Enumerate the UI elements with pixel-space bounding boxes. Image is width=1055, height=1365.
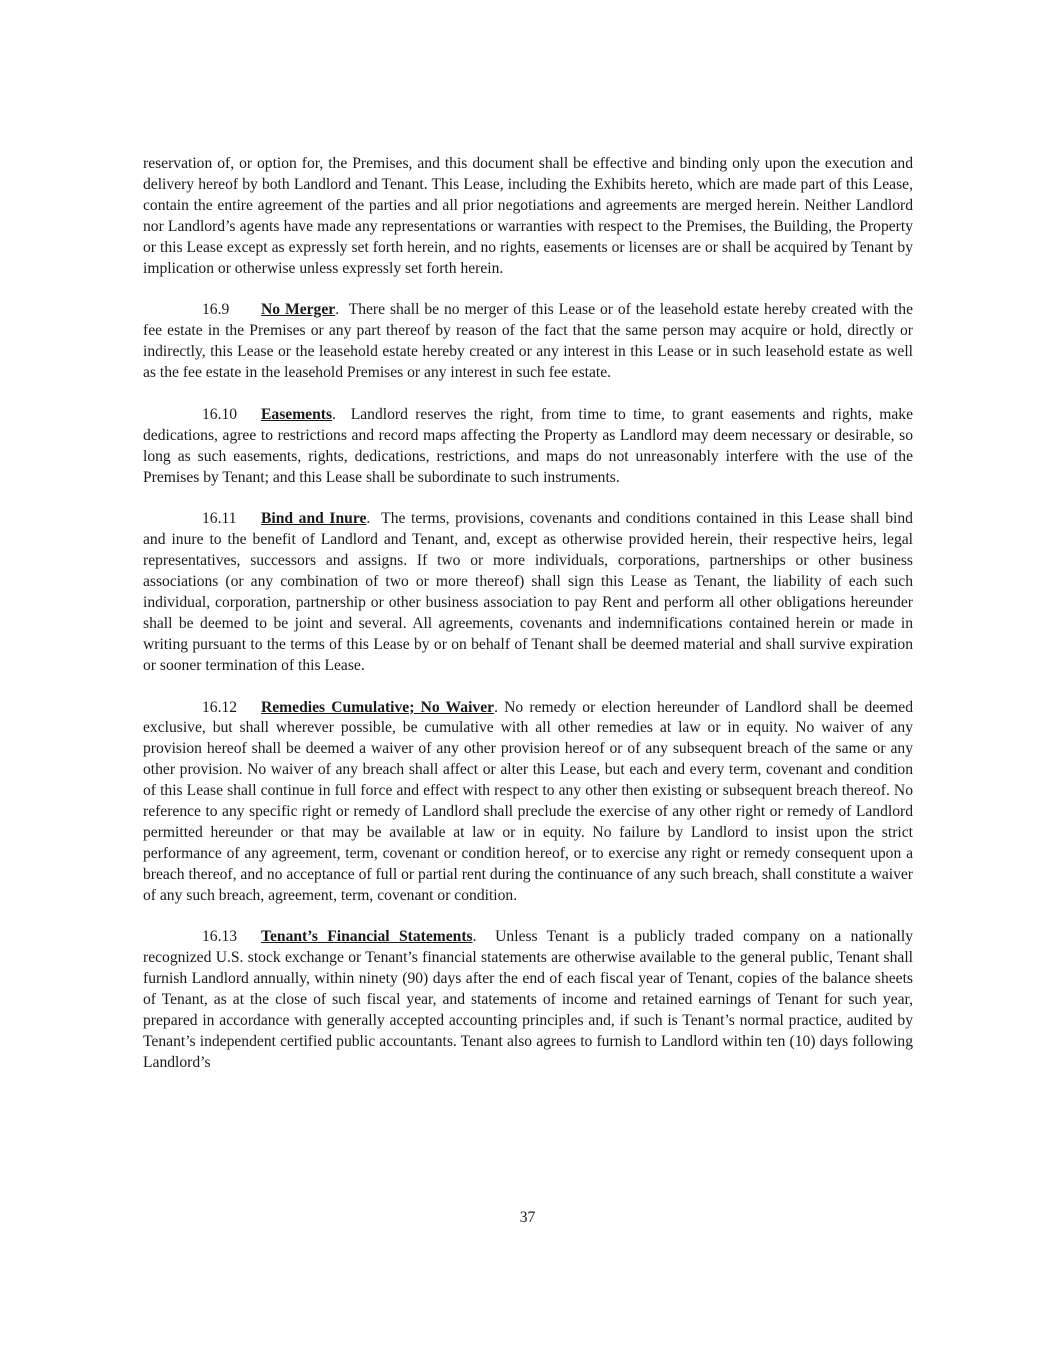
section-number: 16.10 bbox=[202, 405, 238, 423]
continuation-paragraph: reservation of, or option for, the Premises, and this document shall be effective and binding only upon the execution and delivery hereof by both Landlord and Tenant. This Lease, including the Exhibits hereto, which are made part of this Lease, contain the entire agreement of the parties and all prior negotiations and agreements are merged herein. Neither Landlord nor Landlord’s agents have made any representations or warranties with respect to the Premises, the Building, the Property or this Lease except as expressly set forth herein, and no rights, easements or licenses are or shall be acquired by Tenant by implication or otherwise unless expressly set forth herein. bbox=[143, 155, 913, 277]
section-text: No remedy or election hereunder of Landlord shall be deemed exclusive, but shall wherever possible, be cumulative with all other remedies at law or in equity. No waiver of any provision hereof shall be deemed a waiver of any other provision hereof or of any subsequent breach of the same or any other provision. No waiver of any breach shall affect or alter this Lease, but each and every term, covenant and condition of this Lease shall continue in full force and effect with respect to any other then existing or subsequent breach thereof. No reference to any specific right or remedy of Landlord shall preclude the exercise of any other right or remedy of Landlord permitted hereunder or that may be available at law or in equity. No failure by Landlord to insist upon the strict performance of any agreement, term, covenant or condition hereof, or to exercise any right or remedy consequent upon a breach thereof, and no acceptance of full or partial rent during the continuance of any such breach, shall constitute a waiver of any such breach, agreement, term, covenant or condition. bbox=[143, 698, 914, 904]
section-text: There shall be no merger of this Lease or of the leasehold estate hereby created with the fee estate in the Premises or any part thereof by reason of the fact that the same person may acquire or hold, directly or indirectly, this Lease or the leasehold estate hereby created or any interest in this Lease or in such leasehold estate as well as the fee estate in the leasehold Premises or any interest in such fee estate. bbox=[143, 301, 913, 382]
section-16-11: 16.11 Bind and Inure. The terms, provisions, covenants and conditions contained in this Lease shall bind and inure to the benefit of Landlord and Tenant, and, except as otherwise provided herein, their respective heirs, legal representatives, successors and assigns. If two or more individuals, corporations, partnerships or other business associations (or any combination of two or more thereof) shall sign this Lease as Tenant, the liability of each such individual, corporation, partnership or other business association to pay Rent and perform all other obligations hereunder shall be deemed to be joint and several. All agreements, covenants and indemnifications contained herein or made in writing pursuant to the terms of this Lease by or on behalf of Tenant shall be deemed material and shall survive expiration or sooner termination of this Lease. bbox=[143, 510, 913, 674]
section-text: Unless Tenant is a publicly traded company on a nationally recognized U.S. stock exchange or Tenant’s financial statements are otherwise available to the general public, Tenant shall furnish Landlord annually, within ninety (90) days after the end of each fiscal year of Tenant, copies of the balance sheets of Tenant, as at the close of such fiscal year, and statements of income and retained earnings of Tenant for such year, prepared in accordance with generally accepted accounting principles and, if such is Tenant’s normal practice, audited by Tenant’s independent certified public accountants. Tenant also agrees to furnish to Landlord within ten (10) days following Landlord’s bbox=[143, 928, 913, 1071]
section-text: Landlord reserves the right, from time to time, to grant easements and rights, make dedications, agree to restrictions and record maps affecting the Property as Landlord may deem necessary or desirable, so long as such easements, rights, dedications, restrictions, and maps do not unreasonably interfere with the use of the Premises by Tenant; and this Lease shall be subordinate to such instruments. bbox=[143, 405, 913, 486]
section-heading: No Merger bbox=[261, 301, 336, 319]
section-heading: Remedies Cumulative; No Waiver bbox=[261, 698, 495, 716]
section-16-9: 16.9 No Merger. There shall be no merger of this Lease or of the leasehold estate hereby created with the fee estate in the Premises or any part thereof by reason of the fact that the same person may acquire or hold, directly or indirectly, this Lease or the leasehold estate hereby created or any interest in this Lease or in such leasehold estate as well as the fee estate in the leasehold Premises or any interest in such fee estate. bbox=[143, 301, 913, 382]
section-heading: Tenant’s Financial Statements bbox=[261, 928, 473, 946]
section-heading: Easements bbox=[261, 405, 333, 423]
section-16-10: 16.10 Easements. Landlord reserves the right, from time to time, to grant easements and rights, make dedications, agree to restrictions and record maps affecting the Property as Landlord may deem necessary or desirable, so long as such easements, rights, dedications, restrictions, and maps do not unreasonably interfere with the use of the Premises by Tenant; and this Lease shall be subordinate to such instruments. bbox=[143, 405, 913, 486]
section-text: The terms, provisions, covenants and conditions contained in this Lease shall bind and inure to the benefit of Landlord and Tenant, and, except as otherwise provided herein, their respective heirs, legal representatives, successors and assigns. If two or more individuals, corporations, partnerships or other business associations (or any combination of two or more thereof) shall sign this Lease as Tenant, the liability of each such individual, corporation, partnership or other business association to pay Rent and perform all other obligations hereunder shall be deemed to be joint and several. All agreements, covenants and indemnifications contained herein or made in writing pursuant to the terms of this Lease by or on behalf of Tenant shall be deemed material and shall survive expiration or sooner termination of this Lease. bbox=[143, 510, 913, 674]
section-number: 16.9 bbox=[202, 301, 230, 319]
section-16-13: 16.13 Tenant’s Financial Statements. Unless Tenant is a publicly traded company on a nationally recognized U.S. stock exchange or Tenant’s financial statements are otherwise available to the general public, Tenant shall furnish Landlord annually, within ninety (90) days after the end of each fiscal year of Tenant, copies of the balance sheets of Tenant, as at the close of such fiscal year, and statements of income and retained earnings of Tenant for such year, prepared in accordance with generally accepted accounting principles and, if such is Tenant’s normal practice, audited by Tenant’s independent certified public accountants. Tenant also agrees to furnish to Landlord within ten (10) days following Landlord’s bbox=[143, 928, 913, 1071]
page-number: 37 bbox=[519, 1209, 536, 1226]
section-heading: Bind and Inure bbox=[261, 510, 367, 528]
section-16-12: 16.12 Remedies Cumulative; No Waiver. No remedy or election hereunder of Landlord shall be deemed exclusive, but shall wherever possible, be cumulative with all other remedies at law or in equity. No waiver of any provision hereof shall be deemed a waiver of any other provision hereof or of any subsequent breach of the same or any other provision. No waiver of any breach shall affect or alter this Lease, but each and every term, covenant and condition of this Lease shall continue in full force and effect with respect to any other then existing or subsequent breach thereof. No reference to any specific right or remedy of Landlord shall preclude the exercise of any other right or remedy of Landlord permitted hereunder or that may be available at law or in equity. No failure by Landlord to insist upon the strict performance of any agreement, term, covenant or condition hereof, or to exercise any right or remedy consequent upon a breach thereof, and no acceptance of full or partial rent during the continuance of any such breach, shall constitute a waiver of any such breach, agreement, term, covenant or condition. bbox=[143, 698, 914, 904]
section-number: 16.12 bbox=[202, 698, 238, 716]
section-number: 16.13 bbox=[202, 928, 238, 946]
document-body bbox=[143, 154, 913, 1095]
section-number: 16.11 bbox=[202, 510, 237, 528]
